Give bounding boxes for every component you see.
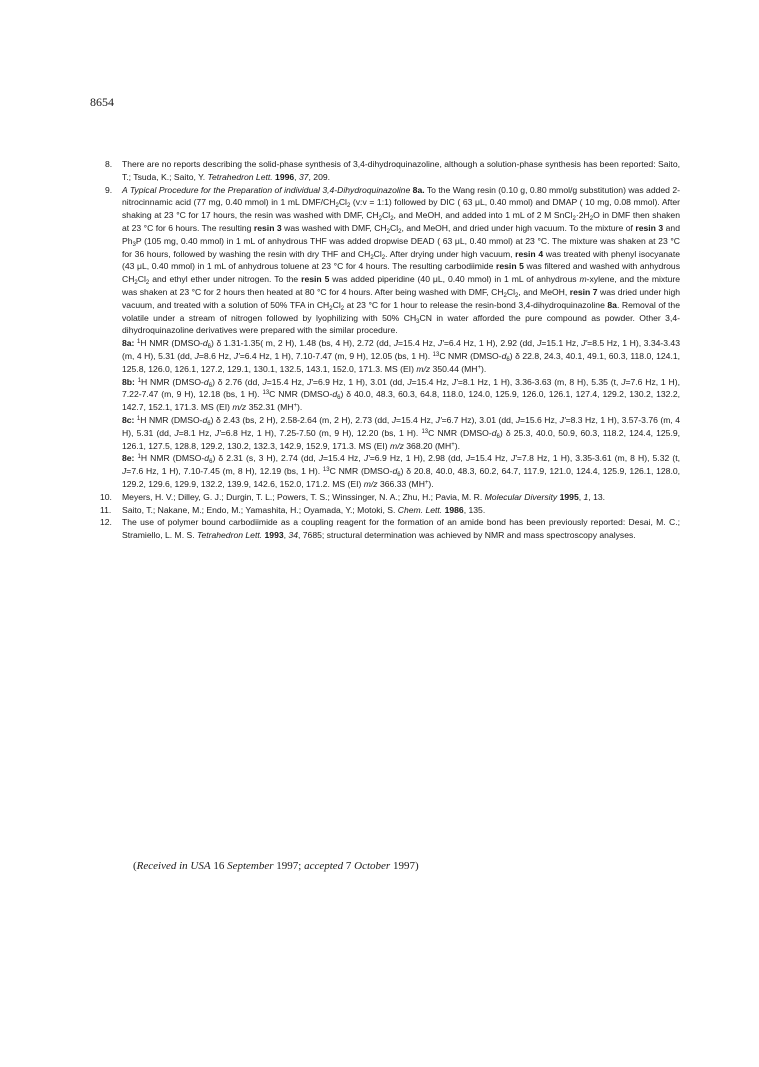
footnote-text: The use of polymer bound carbodiimide as a coupling reagent for the formation of an amide bond has been previously reported: Desai, M. C.; Stramiello, L. M. S. Tetrahedron Lett. 1993, 34, 7685; structural determination was achieved by NMR and mass spectroscopy analyses.	[122, 517, 680, 541]
footnote-number: 11.	[100, 504, 112, 515]
footnote-number: 12.	[100, 517, 112, 528]
footnote-text: Saito, T.; Nakane, M.; Endo, M.; Yamashita, H.; Oyamada, Y.; Motoki, S. Chem. Lett. 1986, 135.	[122, 504, 486, 515]
footnote-11	[100, 504, 680, 517]
footnotes-list	[100, 158, 681, 542]
compound-8a-data: 8a: $^1$H NMR $(DMSO-d_6)$ δ 1.31-1.35( m, 2 H), 1.48 (bs, 4 H), 2.72 (dd, J=15.4 Hz, J'=6.4 Hz, 1 H), 2.92 (dd, J=15.1 Hz, J'=8.5 Hz, 1 H), 3.34-3.43 (m, 4 H), 5.31 (dd, J=8.6 Hz, J'=6.4 Hz, 1 H), 7.10-7.47 (m, 9 H), 12.05 (bs, 1 H). $^{13}$C NMR $(DMSO-d_6)$ δ 22.8, 24.3, 40.1, 49.1, 60.3, 118.0, 124.1, 125.8, 126.0, 126.1, 127.2, 129.1, 130.1, 132.5, 143.1, 152.0, 171.3. MS (EI) m/z 350.44 (MH+).	[122, 338, 680, 374]
footnote-text: There are no reports describing the solid-phase synthesis of 3,4-dihydroquinazoline, although a solution-phase synthesis has been reported: Saito, T.; Tsuda, K.; Saito, Y. Tetrahedron Lett. 1996, 37, 209.	[122, 159, 680, 182]
compound-8b-data: 8b: $^1$H NMR $(DMSO-d_6)$ δ 2.76 (dd, J=15.4 Hz, J'=6.9 Hz, 1 H), 3.01 (dd, J=15.4 Hz, J'=8.1 Hz, 1 H), 3.36-3.63 (m, 8 H), 5.35 (t, J=7.6 Hz, 1 H), 7.22-7.47 (m, 9 H), 12.18 (bs, 1 H). $^{13}$C NMR $(DMSO-d_6)$ δ 40.0, 48.3, 60.3, 64.8, 118.0, 124.0, 125.9, 126.0, 126.1, 127.4, 129.2, 130.2, 132.2, 142.7, 152.1, 171.3. MS (EI) m/z 352.31 (MH+).	[122, 376, 680, 413]
page-number: 8654	[90, 95, 114, 109]
compound-8c-data: 8c: $^1$H NMR $(DMSO-d_6)$ δ 2.43 (bs, 2 H), 2.58-2.64 (m, 2 H), 2.73 (dd, J=15.4 Hz, J'=6.7 Hz), 3.01 (dd, J=15.6 Hz, J'=8.3 Hz, 1 H), 3.57-3.76 (m, 4 H), 5.31 (dd, J=8.1 Hz, J'=6.8 Hz, 1 H), 7.25-7.50 (m, 9 H), 12.20 (bs, 1 H). $^{13}$C NMR $(DMSO-d_6)$ δ 25.3, 40.0, 50.9, 60.3, 118.2, 124.4, 125.9, 126.1, 127.5, 128.8, 129.2, 130.2, 132.3, 142.9, 152.9, 171.3. MS (EI) m/z 368.20 (MH+).	[122, 414, 681, 451]
footnote-number: 8.	[105, 159, 113, 169]
footnote-number: 10.	[100, 491, 112, 502]
footnote-10	[100, 491, 680, 504]
footnote-number: 9.	[105, 184, 113, 195]
received-accepted-dates: (Received in USA 16 September 1997; accepted 7 October 1997)	[133, 860, 419, 872]
footnote-9	[105, 184, 680, 491]
footnote-text: Meyers, H. V.; Dilley, G. J.; Durgin, T. L.; Powers, T. S.; Winssinger, N. A.; Zhu, H.; Pavia, M. R. Molecular Diversity 1995, 1, 13.	[122, 491, 606, 502]
footnote-12	[100, 516, 680, 542]
footnote-text: A Typical Procedure for the Preparation of individual 3,4-Dihydroquinazoline 8a. To the Wang resin (0.10 g, 0.80 mmol/g substitution) was added 2-nitrocinnamic acid (77 mg, 0.40 mmol) in 1 mL DMF/$CH_2Cl_2$ (v:v = 1:1) followed by DIC ( 63 μL, 0.40 mmol) and DMAP ( 10 mg, 0.08 mmol). After shaking at 23 °C for 17 hours, the resin was washed with DMF, $CH_2Cl_2$, and MeOH, and added into 1 mL of 2 M $SnCl_2\cdot 2H_2O$ in DMF then shaken at 23 °C for 6 hours. The resulting resin 3 was washed with DMF, $CH_2Cl_2$, and MeOH, and dried under high vacuum. To the mixture of resin 3 and $Ph_3P$ (105 mg, 0.40 mmol) in 1 mL of anhydrous THF was added dropwise DEAD ( 63 μL, 0.40 mmol) at 23 °C. The mixture was shaken at 23 °C for 36 hours, followed by washing the resin with dry THF and $CH_2Cl_2$. After drying under high vacuum, resin 4 was treated with phenyl isocyanate (43 μL, 0.40 mmol) in 1 mL of anhydrous toluene at 23 °C for 4 hours. The resulting carbodiimide resin 5 was filtered and washed with anhydrous $CH_2Cl_2$ and ethyl ether under nitrogen. To the resin 5 was added piperidine (40 μL, 0.40 mmol) in 1 mL of anhydrous m-xylene, and the mixture was shaken at 23 °C for 2 hours then heated at 80 °C for 4 hours. After being washed with DMF, $CH_2Cl_2$, and MeOH, resin 7 was dried under high vacuum, and treated with a solution of 50% TFA in $CH_2Cl_2$ at 23 °C for 1 hour to release the resin-bond 3,4-dihydroquinazoline 8a. Removal of the volatile under a stream of nitrogen followed by lyophilizing with 50% $CH_3CN$ in water afforded the pure compound as powder. Other 3,4-dihydroquinazoline derivatives were prepared with the similar procedure.	[122, 184, 681, 336]
compound-8e-data: 8e: $^1$H NMR $(DMSO-d_6)$ δ 2.31 (s, 3 H), 2.74 (dd, J=15.4 Hz, J'=6.9 Hz, 1 H), 2.98 (dd, J=15.4 Hz, J'=7.8 Hz, 1 H), 3.35-3.61 (m, 8 H), 5.32 (t, J=7.6 Hz, 1 H), 7.10-7.45 (m, 8 H), 12.19 (bs, 1 H). $^{13}$C NMR $(DMSO-d_6)$ δ 20.8, 40.0, 48.3, 60.2, 64.7, 117.9, 121.0, 124.4, 125.9, 126.1, 128.0, 129.2, 129.6, 129.9, 132.2, 139.9, 142.6, 152.0, 171.2. MS (EI) m/z 366.33 (MH+).	[122, 453, 681, 489]
footnote-8	[105, 158, 680, 184]
